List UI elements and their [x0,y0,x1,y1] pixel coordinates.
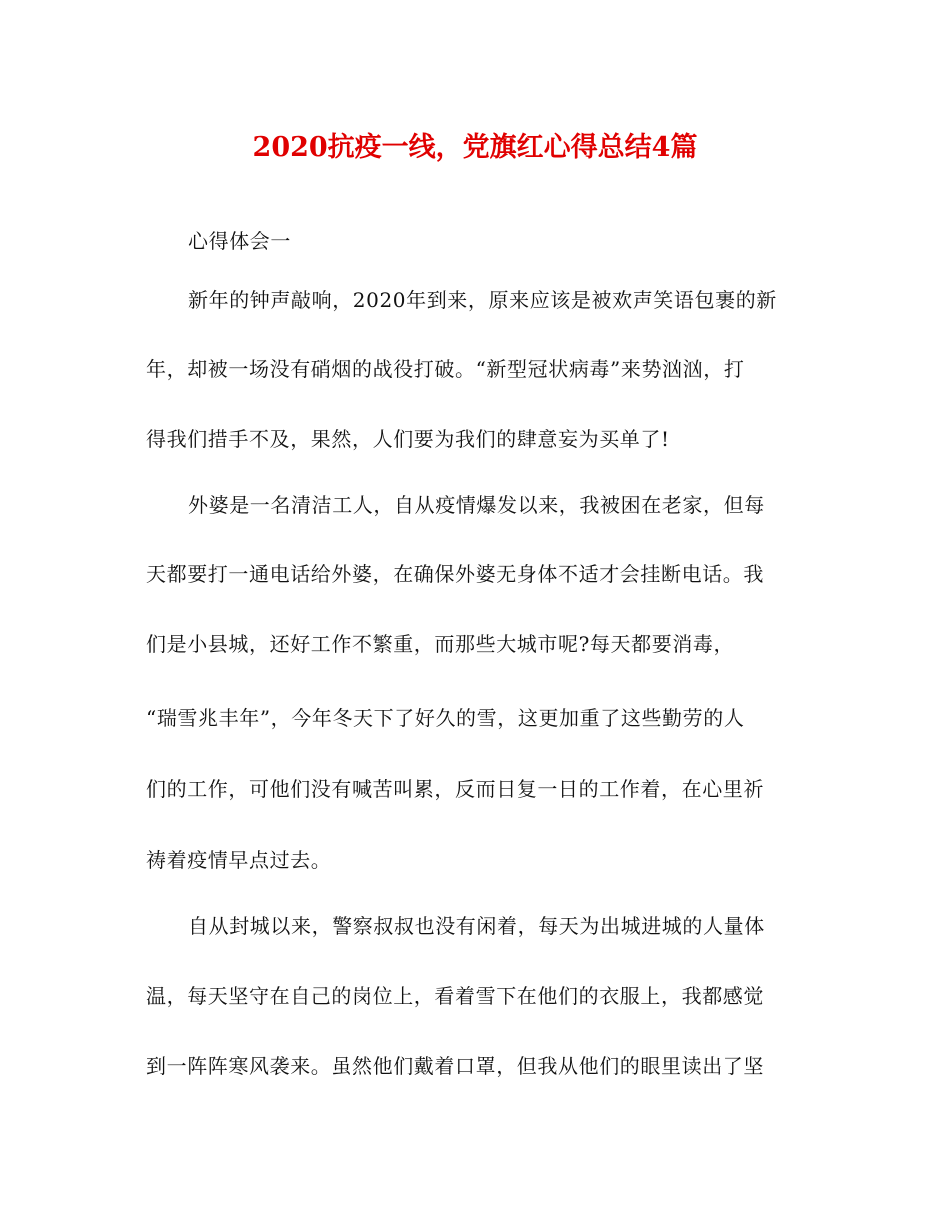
paragraph-line: 新年的钟声敲响，2020年到来，原来应该是被欢声笑语包裹的新 [188,288,777,312]
paragraph-line: 们是小县城，还好工作不繁重，而那些大城市呢?每天都要消毒， [146,632,735,656]
paragraph-line: 们的工作，可他们没有喊苦叫累，反而日复一日的工作着，在心里祈 [146,777,764,801]
document-title: 2020抗疫一线，党旗红心得总结4篇 [252,132,698,163]
paragraph-line: 温，每天坚守在自己的岗位上，看着雪下在他们的衣服上，我都感觉 [146,984,764,1008]
paragraph-line: 外婆是一名清洁工人，自从疫情爆发以来，我被困在老家，但每 [188,493,765,517]
paragraph-line: 自从封城以来，警察叔叔也没有闲着，每天为出城进城的人量体 [188,914,765,938]
section-heading: 心得体会一 [188,229,291,253]
paragraph-line: 祷着疫情早点过去。 [146,848,332,872]
paragraph-line: 天都要打一通电话给外婆，在确保外婆无身体不适才会挂断电话。我 [146,562,764,586]
paragraph-line: 年，却被一场没有硝烟的战役打破。“新型冠状病毒”来势汹汹，打 [146,357,745,381]
paragraph-line: “瑞雪兆丰年”，今年冬天下了好久的雪，这更加重了这些勤劳的人 [146,706,745,730]
paragraph-line: 到一阵阵寒风袭来。虽然他们戴着口罩，但我从他们的眼里读出了坚 [146,1054,764,1078]
paragraph-line: 得我们措手不及，果然，人们要为我们的肆意妄为买单了! [146,427,670,451]
